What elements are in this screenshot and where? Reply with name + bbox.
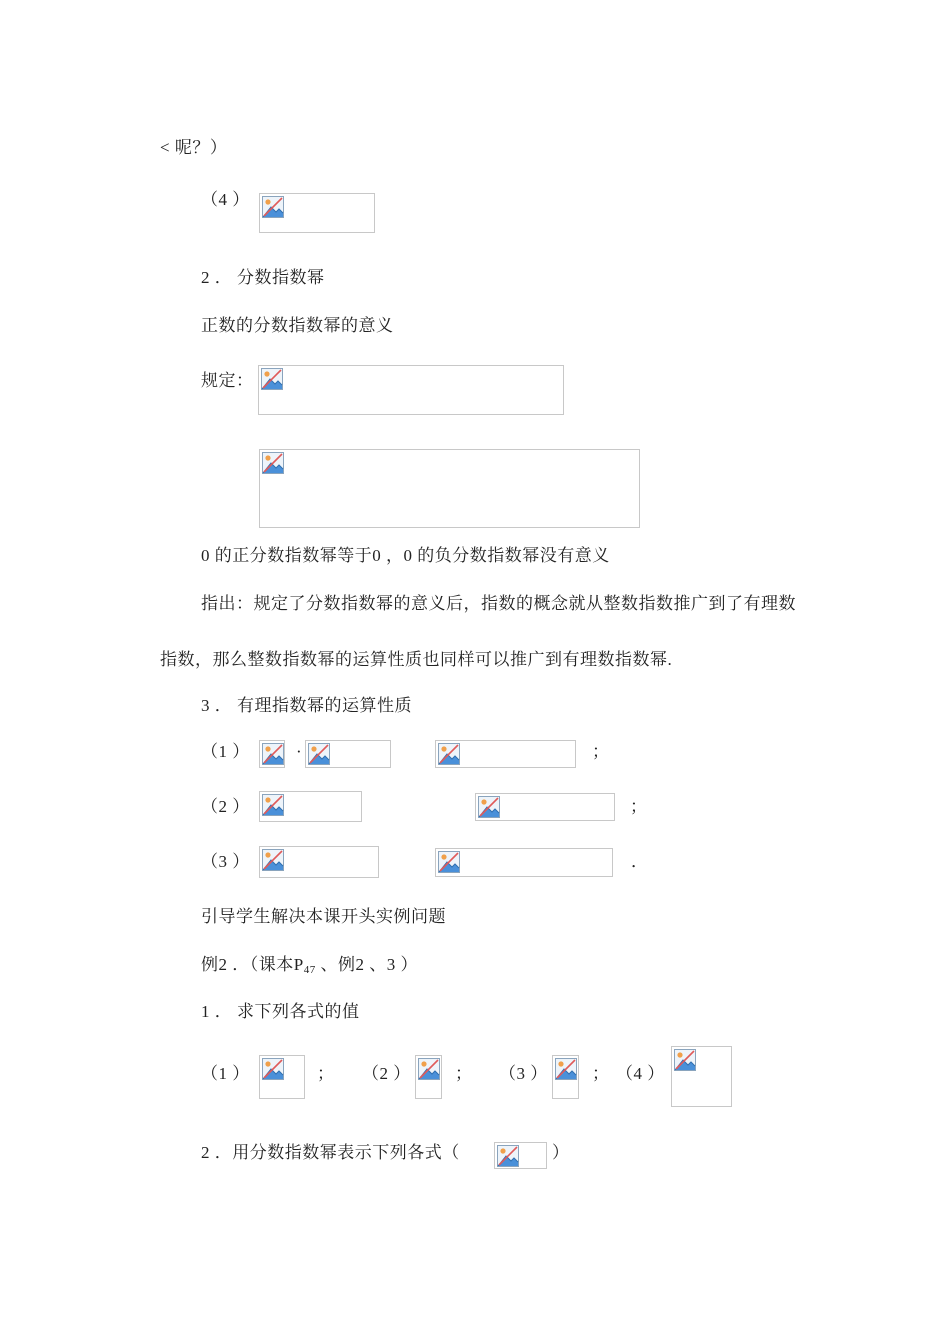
broken-image-icon <box>674 1049 696 1071</box>
text-line: ； <box>630 797 648 816</box>
text-line: ） <box>552 1143 570 1162</box>
example-text: 、例2 、3 ） <box>315 955 418 974</box>
text-line: 1 ． 求下列各式的值 <box>201 1002 360 1021</box>
broken-image-icon <box>438 851 460 873</box>
broken-image-icon <box>262 452 284 474</box>
item-label: （3 ） <box>499 1064 548 1083</box>
text-line: ； <box>592 1064 610 1083</box>
example-heading <box>201 955 418 980</box>
text-line: 正数的分数指数幂的意义 <box>201 316 394 335</box>
formula-image <box>259 740 285 768</box>
broken-image-icon <box>262 196 284 218</box>
broken-image-icon <box>308 743 330 765</box>
broken-image-icon <box>438 743 460 765</box>
broken-image-icon <box>478 796 500 818</box>
formula-image <box>494 1142 547 1169</box>
text-line: ； <box>455 1064 473 1083</box>
item-label: （4 ） <box>201 190 250 209</box>
formula-image <box>475 793 615 821</box>
text-line: < 呢？） <box>160 138 228 157</box>
broken-image-icon <box>262 794 284 816</box>
text-line: ． <box>631 852 649 871</box>
formula-image <box>259 193 375 233</box>
text-line: ； <box>592 742 610 761</box>
broken-image-icon <box>262 849 284 871</box>
section-heading: 3 ． 有理指数幂的运算性质 <box>201 696 412 715</box>
formula-image <box>305 740 391 768</box>
formula-image <box>259 449 640 528</box>
formula-image <box>415 1055 442 1099</box>
broken-image-icon <box>262 743 284 765</box>
item-label: （4 ） <box>616 1064 665 1083</box>
formula-image <box>259 846 379 878</box>
text-line: 引导学生解决本课开头实例问题 <box>201 907 446 926</box>
text-line: ； <box>317 1064 335 1083</box>
text-line: 指出：规定了分数指数幂的意义后，指数的概念就从整数指数推广到了有理数 <box>201 594 796 613</box>
formula-image <box>259 1055 305 1099</box>
example-text: 例2 ．（课本P <box>201 955 304 974</box>
item-label: （1 ） <box>201 742 250 761</box>
broken-image-icon <box>261 368 283 390</box>
text-line: 2 ．用分数指数幂表示下列各式（ <box>201 1143 460 1162</box>
item-label: （2 ） <box>201 797 250 816</box>
page-subscript: 47 <box>303 964 316 976</box>
formula-image <box>435 848 613 877</box>
formula-image <box>435 740 576 768</box>
text-line: · <box>296 742 303 761</box>
item-label: （3 ） <box>201 852 250 871</box>
broken-image-icon <box>555 1058 577 1080</box>
broken-image-icon <box>418 1058 440 1080</box>
item-label: （1 ） <box>201 1064 250 1083</box>
section-heading: 2 ． 分数指数幂 <box>201 268 325 287</box>
formula-image <box>671 1046 732 1107</box>
text-line: 0 的正分数指数幂等于0 ，0 的负分数指数幂没有意义 <box>201 546 610 565</box>
item-label: （2 ） <box>362 1064 411 1083</box>
formula-image <box>552 1055 579 1099</box>
broken-image-icon <box>497 1145 519 1167</box>
formula-image <box>258 365 564 415</box>
broken-image-icon <box>262 1058 284 1080</box>
text-line: 规定： <box>201 371 254 390</box>
formula-image <box>259 791 362 822</box>
text-line: 指数，那么整数指数幂的运算性质也同样可以推广到有理数指数幂. <box>160 650 673 669</box>
